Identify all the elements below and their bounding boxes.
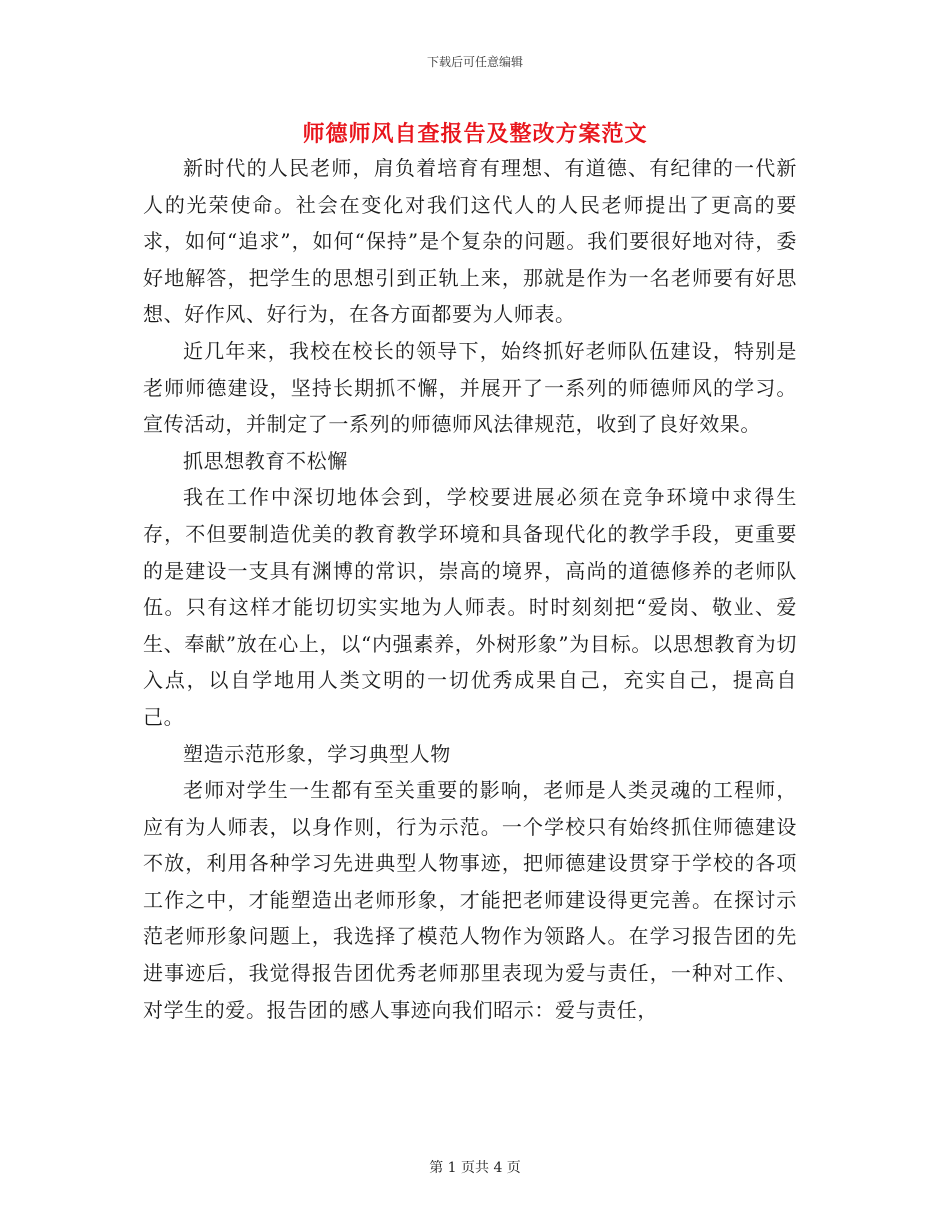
paragraph-role-models: 老师对学生一生都有至关重要的影响，老师是人类灵魂的工程师，应有为人师表，以身作则，行为示范。一个学校只有始终抓住师德建设不放，利用各种学习先进典型人物事迹，把师德建设贯穿于学校的各项工作之中，才能塑造出老师形象，才能把老师建设得更完善。在探讨示范老师形象问题上，我选择了模范人物作为领路人。在学习报告团的先进事迹后，我觉得报告团优秀老师那里表现为爱与责任，一种对工作、对学生的爱。报告团的感人事迹向我们昭示：爱与责任， [143,778,797,1022]
paragraph-school-progress: 近几年来，我校在校长的领导下，始终抓好老师队伍建设，特别是老师师德建设，坚持长期抓不懈，并展开了一系列的师德师风的学习。宣传活动，并制定了一系列的师德师风法律规范，收到了良好效果。 [143,338,797,437]
section-heading-ideology: 抓思想教育不松懈 [183,448,348,473]
document-body [143,150,797,1028]
section-heading-role-models: 塑造示范形象，学习典型人物 [183,741,451,766]
document-title: 师德师风自查报告及整改方案范文 [302,121,648,147]
paragraph-intro: 新时代的人民老师，肩负着培育有理想、有道德、有纪律的一代新人的光荣使命。社会在变化对我们这代人的人民老师提出了更高的要求，如何“追求”，如何“保持”是个复杂的问题。我们要很好地对待，委好地解答，把学生的思想引到正轨上来，那就是作为一名老师要有好思想、好作风、好行为，在各方面都要为人师表。 [143,156,797,327]
paragraph-ideology: 我在工作中深切地体会到，学校要进展必须在竞争环境中求得生存，不但要制造优美的教育教学环境和具备现代化的教学手段，更重要的是建设一支具有渊博的常识，崇高的境界，高尚的道德修养的老师队伍。只有这样才能切切实实地为人师表。时时刻刻把“爱岗、敬业、爱生、奉献”放在心上，以“内强素养，外树形象”为目标。以思想教育为切入点，以自学地用人类文明的一切优秀成果自己，充实自己，提高自己。 [143,485,797,729]
header-note: 下载后可任意编辑 [426,55,523,69]
page-footer: 第 1 页共 4 页 [429,1160,521,1176]
